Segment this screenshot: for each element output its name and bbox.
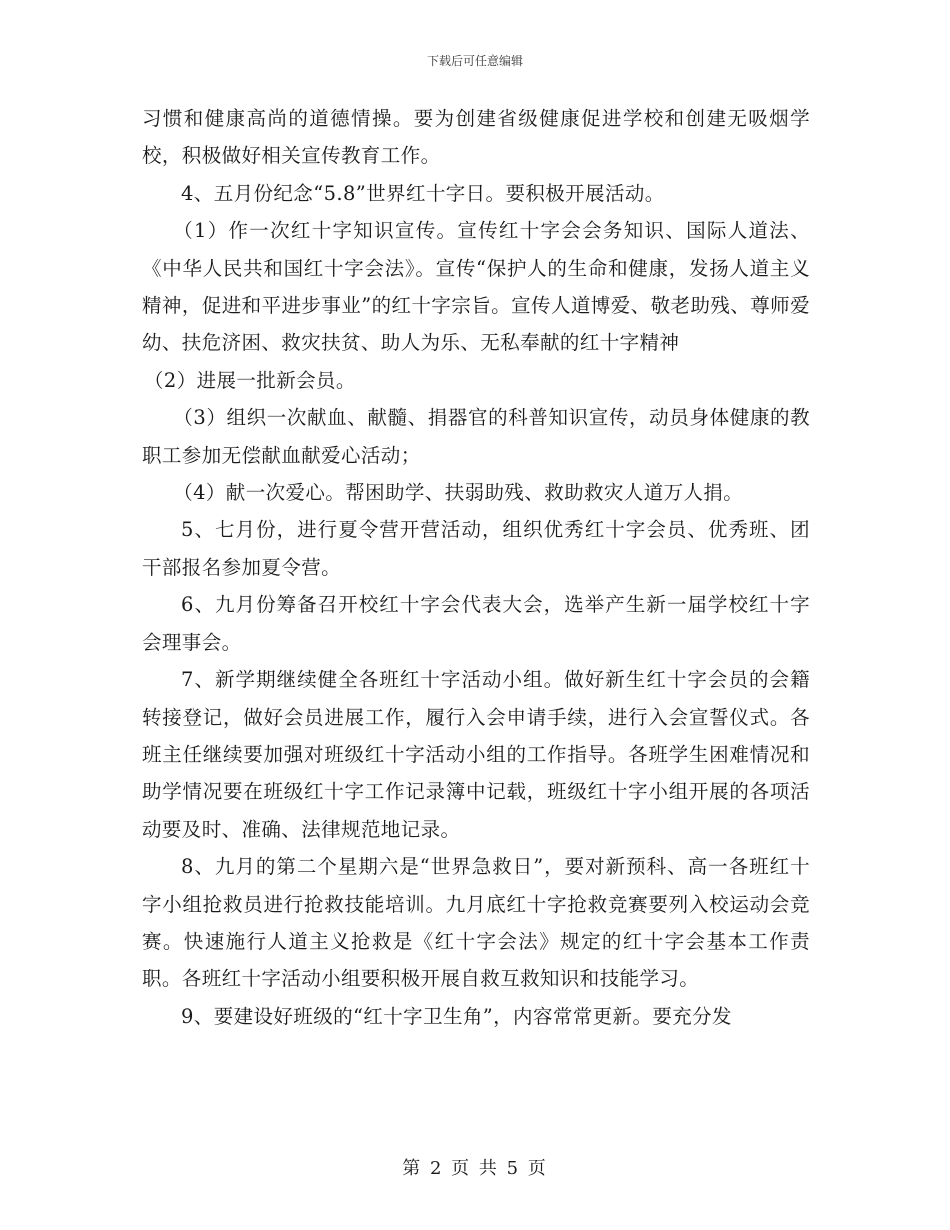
paragraph-item-7: 7、新学期继续健全各班红十字活动小组。做好新生红十字会员的会籍转接登记，做好会员进展工作，履行入会申请手续，进行入会宣誓仪式。各班主任继续要加强对班级红十字活动小组的工作指导。各班学生困难情况和助学情况要在班级红十字工作记录簿中记载，班级红十字小组开展的各项活动要及时、准确、法律规范地记录。	[142, 668, 810, 841]
paragraph-subitem-3: （3）组织一次献血、献髓、捐器官的科普知识宣传，动员身体健康的教职工参加无偿献血献爱心活动；	[142, 406, 810, 467]
paragraph-item-5: 5、七月份，进行夏令营开营活动，组织优秀红十字会员、优秀班、团干部报名参加夏令营。	[142, 518, 810, 579]
page-number: 第 2 页 共 5 页	[402, 1158, 548, 1179]
paragraph-item-4: 4、五月份纪念“5.8”世界红十字日。要积极开展活动。	[181, 181, 665, 205]
paragraph-subitem-2: （2）进展一批新会员。	[144, 368, 356, 392]
paragraph-subitem-1: （1）作一次红十字知识宣传。宣传红十字会会务知识、国际人道法、《中华人民共和国红十字会法》。宣传“保护人的生命和健康，发扬人道主义精神，促进和平进步事业”的红十字宗旨。宣传人道博爱、敬老助残、尊师爱幼、扶危济困、救灾扶贫、助人为乐、无私奉献的红十字精神	[142, 219, 810, 355]
document-body	[142, 100, 810, 1035]
paragraph-continuation: 习惯和健康高尚的道德情操。要为创建省级健康促进学校和创建无吸烟学校，积极做好相关宣传教育工作。	[142, 107, 810, 168]
paragraph-item-6: 6、九月份筹备召开校红十字会代表大会，选举产生新一届学校红十字会理事会。	[142, 593, 810, 654]
paragraph-subitem-4: （4）献一次爱心。帮困助学、扶弱助残、救助救灾人道万人捐。	[173, 481, 744, 505]
paragraph-item-8: 8、九月的第二个星期六是“世界急救日”，要对新预科、高一各班红十字小组抢救员进行抢救技能培训。九月底红十字抢救竞赛要列入校运动会竞赛。快速施行人道主义抢救是《红十字会法》规定的红十字会基本工作责职。各班红十字活动小组要积极开展自救互救知识和技能学习。	[142, 855, 810, 991]
paragraph-item-9: 9、要建设好班级的“红十字卫生角”，内容常常更新。要充分发	[181, 1004, 732, 1028]
page-header: 下载后可任意编辑	[426, 54, 523, 68]
